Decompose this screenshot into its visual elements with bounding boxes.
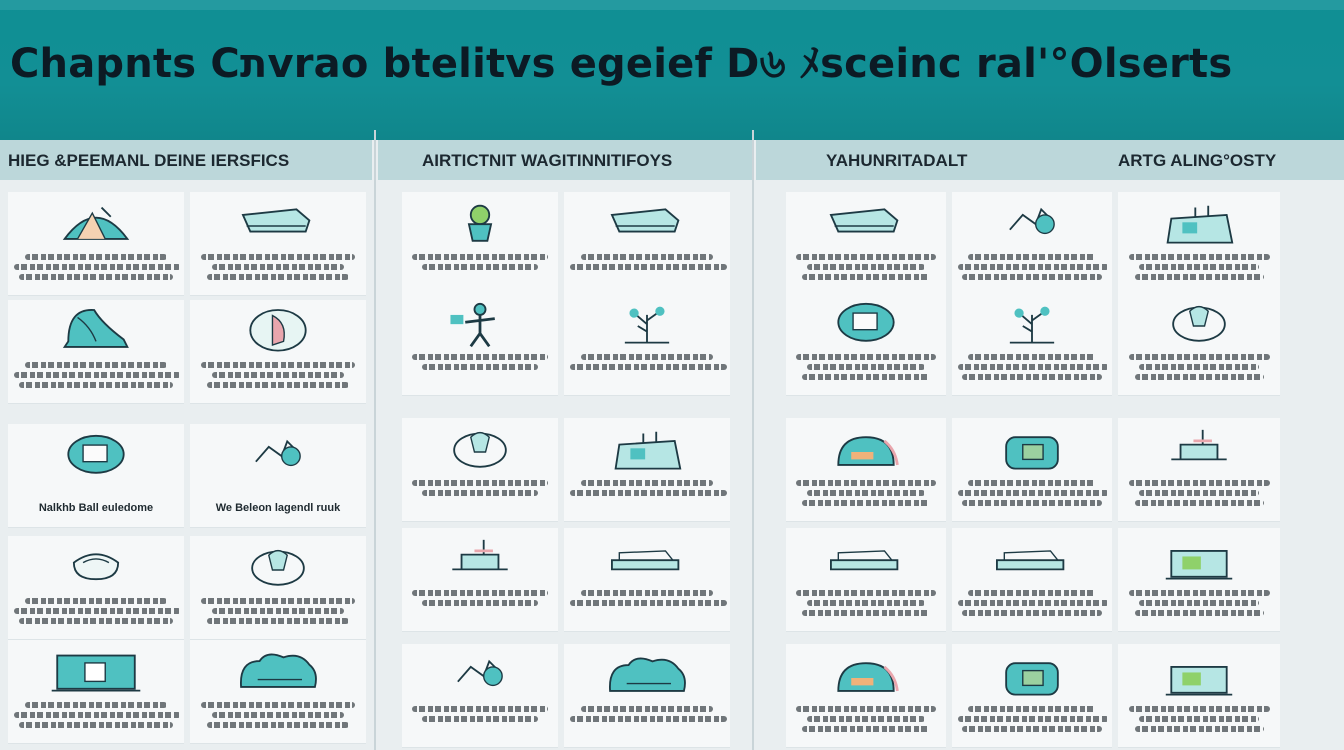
caption-line — [1139, 716, 1259, 722]
caption-line — [802, 500, 929, 506]
caption-line — [581, 480, 713, 486]
caption-line — [201, 702, 355, 708]
illustration-card — [564, 528, 730, 632]
caption-line — [962, 500, 1101, 506]
caption-line — [422, 490, 537, 496]
caption-line — [207, 722, 348, 728]
illustration-card — [952, 418, 1112, 522]
card-caption-scribble — [1124, 250, 1274, 280]
card-caption: Nalkhb Ball euledome — [38, 502, 154, 514]
caption-line — [412, 706, 547, 712]
caption-line — [1135, 610, 1264, 616]
caption-line — [570, 490, 727, 496]
illustration-card — [786, 192, 946, 296]
card-caption-scribble — [958, 476, 1106, 506]
illustration-card — [564, 192, 730, 296]
caption-line — [422, 716, 537, 722]
box-icon — [1151, 538, 1247, 586]
caption-line — [14, 372, 181, 378]
caption-line — [412, 590, 547, 596]
caption-line — [19, 618, 173, 624]
tray-icon — [230, 202, 326, 250]
section-header-right — [756, 140, 1344, 180]
card-caption-scribble — [958, 586, 1106, 616]
plant-icon — [984, 302, 1080, 350]
card-caption-scribble — [792, 586, 940, 616]
caption-line — [19, 274, 173, 280]
card-caption-scribble — [196, 698, 360, 728]
card-caption-scribble — [14, 594, 178, 624]
illustration-card — [8, 300, 184, 404]
illustration-card — [564, 292, 730, 396]
illustration-card — [786, 644, 946, 748]
ring-icon — [432, 428, 528, 476]
caption-line — [14, 712, 181, 718]
card-caption-scribble — [196, 358, 360, 388]
illustration-card — [1118, 192, 1280, 296]
tray-icon — [599, 202, 695, 250]
bed-icon — [599, 538, 695, 586]
caption-line — [968, 590, 1095, 596]
caption-line — [796, 254, 935, 260]
caption-line — [212, 264, 343, 270]
screen-icon — [984, 428, 1080, 476]
caption-line — [802, 374, 929, 380]
caption-line — [958, 490, 1109, 496]
illustration-card — [1118, 528, 1280, 632]
caption-line — [807, 490, 925, 496]
caption-line — [581, 590, 713, 596]
caption-line — [1135, 274, 1264, 280]
section-label: AIRTICTNIT WAGITINNITIFOYS — [422, 151, 673, 170]
sketch-icon — [230, 434, 326, 482]
caption-line — [1129, 354, 1270, 360]
caption-line — [1129, 706, 1270, 712]
bed-icon — [984, 538, 1080, 586]
card-caption-scribble — [408, 350, 552, 370]
illustration-card — [402, 644, 558, 748]
caption-line — [25, 702, 166, 708]
illustration-card — [8, 192, 184, 296]
banner-highlight — [0, 0, 1344, 10]
caption-line — [201, 254, 355, 260]
header-banner — [0, 0, 1344, 140]
card-caption-scribble — [958, 250, 1106, 280]
cap-icon — [818, 654, 914, 702]
card-caption-scribble — [570, 586, 724, 606]
sketch-icon — [984, 202, 1080, 250]
caption-line — [1139, 490, 1259, 496]
illustration-card — [190, 192, 366, 296]
figure-icon — [432, 302, 528, 350]
card-caption-scribble — [14, 358, 178, 388]
caption-line — [212, 712, 343, 718]
box-icon — [1151, 654, 1247, 702]
screen-icon — [984, 654, 1080, 702]
card-caption-scribble — [792, 476, 940, 506]
caption-line — [570, 600, 727, 606]
caption-line — [807, 600, 925, 606]
section-header-middle — [378, 140, 752, 180]
caption-line — [1135, 374, 1264, 380]
caption-line — [968, 254, 1095, 260]
caption-line — [25, 254, 166, 260]
card-caption-scribble — [196, 250, 360, 280]
caption-line — [958, 364, 1109, 370]
caption-line — [1129, 254, 1270, 260]
card-caption-scribble — [570, 702, 724, 722]
caption-line — [570, 716, 727, 722]
caption-line — [968, 354, 1095, 360]
card-caption-scribble — [792, 350, 940, 380]
stand-icon — [48, 650, 144, 698]
caption-line — [19, 382, 173, 388]
blob-icon — [818, 302, 914, 350]
caption-line — [412, 480, 547, 486]
caption-line — [958, 264, 1109, 270]
card-caption-scribble — [408, 250, 552, 270]
illustration-card — [190, 536, 366, 640]
card-caption-scribble — [1124, 476, 1274, 506]
caption-line — [1129, 590, 1270, 596]
caption-line — [802, 726, 929, 732]
caption-line — [962, 274, 1101, 280]
card-caption-scribble — [408, 702, 552, 722]
section-label: HIEG &PEEMANL DEINE IERSFICS — [8, 151, 290, 170]
machine-icon — [1151, 202, 1247, 250]
illustration-card — [402, 418, 558, 522]
illustration-card — [190, 300, 366, 404]
ring-icon — [230, 546, 326, 594]
illustration-card — [1118, 292, 1280, 396]
caption-line — [201, 598, 355, 604]
caption-line — [796, 706, 935, 712]
caption-line — [581, 254, 713, 260]
caption-line — [422, 264, 537, 270]
cloud-icon — [599, 654, 695, 702]
illustration-card — [786, 528, 946, 632]
illustration-card — [402, 292, 558, 396]
card-caption-scribble — [1124, 586, 1274, 616]
caption-line — [807, 364, 925, 370]
caption-line — [807, 264, 925, 270]
caption-line — [807, 716, 925, 722]
ring-icon — [1151, 302, 1247, 350]
divider — [374, 130, 376, 750]
illustration-card — [402, 192, 558, 296]
caption-line — [19, 722, 173, 728]
illustration-card — [190, 640, 366, 744]
caption-line — [802, 610, 929, 616]
lamp-icon — [432, 538, 528, 586]
section-label: YAHUNRITADALT — [826, 151, 968, 170]
card-caption-scribble — [570, 350, 724, 370]
card-caption-scribble — [570, 476, 724, 496]
plant-icon — [599, 302, 695, 350]
caption-line — [962, 374, 1101, 380]
cap-icon — [818, 428, 914, 476]
caption-line — [1129, 480, 1270, 486]
mirror-icon — [230, 310, 326, 358]
caption-line — [1139, 600, 1259, 606]
card-caption-scribble — [408, 586, 552, 606]
card-caption-scribble — [1124, 350, 1274, 380]
pot-icon — [432, 202, 528, 250]
illustration-card — [786, 418, 946, 522]
caption-line — [962, 726, 1101, 732]
card-caption-scribble — [196, 594, 360, 624]
caption-line — [796, 480, 935, 486]
caption-line — [212, 608, 343, 614]
caption-line — [962, 610, 1101, 616]
illustration-card — [564, 418, 730, 522]
illustration-card — [1118, 418, 1280, 522]
caption-line — [581, 706, 713, 712]
cloud-icon — [230, 650, 326, 698]
caption-line — [796, 354, 935, 360]
caption-line — [796, 590, 935, 596]
card-caption-scribble — [958, 702, 1106, 732]
lamp-icon — [1151, 428, 1247, 476]
dome-icon — [48, 202, 144, 250]
caption-line — [968, 706, 1095, 712]
caption-line — [422, 364, 537, 370]
illustration-card — [402, 528, 558, 632]
caption-line — [570, 264, 727, 270]
bowl-icon — [48, 546, 144, 594]
illustration-card — [952, 192, 1112, 296]
illustration-card — [786, 292, 946, 396]
caption-line — [422, 600, 537, 606]
caption-line — [14, 264, 181, 270]
caption-line — [968, 480, 1095, 486]
section-header-left — [0, 140, 372, 180]
caption-line — [14, 608, 181, 614]
caption-line — [201, 362, 355, 368]
illustration-card — [952, 528, 1112, 632]
card-caption-scribble — [958, 350, 1106, 380]
card-caption-scribble — [14, 250, 178, 280]
caption-line — [570, 364, 727, 370]
blob-icon — [48, 434, 144, 482]
divider — [752, 130, 754, 750]
caption-line — [25, 362, 166, 368]
caption-line — [207, 618, 348, 624]
illustration-card — [1118, 644, 1280, 748]
illustration-card — [952, 292, 1112, 396]
illustration-card — [8, 536, 184, 640]
caption-line — [1135, 500, 1264, 506]
sketch-icon — [432, 654, 528, 702]
card-caption-scribble — [14, 698, 178, 728]
caption-line — [1135, 726, 1264, 732]
card-caption-scribble — [1124, 702, 1274, 732]
caption-line — [212, 372, 343, 378]
illustration-card — [8, 640, 184, 744]
machine-icon — [599, 428, 695, 476]
caption-line — [207, 382, 348, 388]
caption-line — [802, 274, 929, 280]
caption-line — [1139, 264, 1259, 270]
card-caption-scribble — [792, 702, 940, 732]
tray-icon — [818, 202, 914, 250]
card-caption-scribble — [570, 250, 724, 270]
card-caption: We Beleon lagendl ruuk — [215, 502, 341, 514]
caption-line — [412, 354, 547, 360]
section-label: ARTG ALING°OSTY — [1118, 151, 1277, 170]
caption-line — [25, 598, 166, 604]
caption-line — [207, 274, 348, 280]
illustration-card — [564, 644, 730, 748]
caption-line — [412, 254, 547, 260]
illustration-card — [952, 644, 1112, 748]
face-icon — [48, 310, 144, 358]
caption-line — [958, 600, 1109, 606]
caption-line — [1139, 364, 1259, 370]
caption-line — [581, 354, 713, 360]
card-caption-scribble — [792, 250, 940, 280]
page-title: Chapnts Cתvrao btelitvs egeief D৬ ﾒsceinc ral'°Olserts — [10, 41, 1233, 87]
card-caption-scribble — [408, 476, 552, 496]
caption-line — [958, 716, 1109, 722]
bed-icon — [818, 538, 914, 586]
